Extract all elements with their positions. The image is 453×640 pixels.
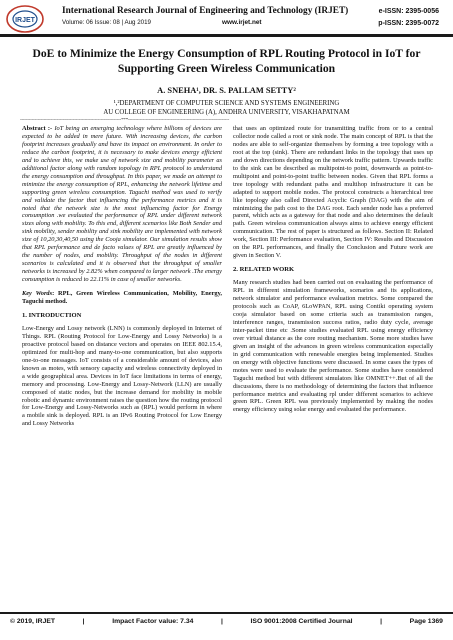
- keywords: [22, 290, 222, 306]
- e-issn: e-ISSN: 2395-0056: [378, 8, 439, 15]
- footer-iso: ISO 9001:2008 Certified Journal: [250, 618, 353, 625]
- keywords-value: : RPL, Green Wireless Communication, Mobility, Energy, Taguchi method.: [22, 290, 223, 306]
- footer-page-number: Page 1369: [409, 618, 443, 625]
- section-separator: ---------------------------------------------------------------------***---------------------------------------------------------------------: [20, 118, 230, 123]
- abstract: [22, 125, 222, 284]
- footer-sep-2: |: [221, 618, 223, 625]
- footer-impact-factor: Impact Factor value: 7.34: [112, 618, 194, 625]
- svg-text:IRJET: IRJET: [15, 17, 35, 24]
- author-department: ¹,²DEPARTMENT OF COMPUTER SCIENCE AND SYSTEMS ENGINEERING: [113, 100, 340, 107]
- abstract-text: IoT being an emerging technology where billions of devices are expected to be added in mere future. With increasing devices, the carbon footprint increases gradually and have its impact on environment. In order to reduce the carbon footprint, it is necessary to make devices energy efficient and to achieve this, we make use of network size and mobility parameter as additional factor along with random topology in RPL protocol to understand the energy consumption and throughput. In this paper, we made an attempt to minimize the energy consumption of RPL, enhancing the network lifetime and supporting green wireless consumption. Taguchi method was used to verify and validate the factor that influencing the performance metrics and it is noted that the network size is the most influencing factor for Energy consumption .we evaluated the performance of RPL under different network sizes along with mobility. To this end, different scenarios like Both Sender and sink mobility, sender mobility and sink mobility are implemented with network size of 10,20,30,40,50 using the Cooja simulator. Our simulation results show that RPL performance and de facto values of RPL are greatly influenced by the number of nodes, and mobility. Throughput of the nodes in different scenarios is calculated and it is observed that the throughput of smaller networks is increased by 2.82% when compared to larger network .The energy consumption is reduced to 22.11% in case of smaller networks.: [22, 125, 222, 284]
- header-divider: [0, 34, 453, 37]
- introduction-text: Low-Energy and Lossy network (LNN) is commonly deployed in Internet of Things. RPL (Routing Protocol for Low-Energy and Lossy Networks) is a proactive protocol based on distance vectors and operates on IEEE 802.15.4, optimized for multi-hop and many-to-one communication, but also supports one-to-one messages. IoT consists of a considerable amount of devices, also known as motes, with sensory capacity and wireless connectivity deployed in a wide geographical area. Devices in IoT face limitations in terms of energy, memory and processing. Low-Energy and Lossy-Network (LLN) are usually composed of static nodes, but the increase demand for mobility in mobile robotic and dynamic environment raises the question how the routing protocol for Low-Energy and Lossy-Networks such as (RPL) would perform in where a mobile sink is deployed. RPL is an IPv6 Routing Protocol for Low Energy and Lossy Networks: [22, 324, 222, 428]
- footer-sep-1: |: [82, 618, 85, 625]
- journal-header: [0, 0, 453, 38]
- footer-copyright: © 2019, IRJET: [10, 618, 56, 625]
- left-column: [22, 125, 222, 434]
- page-footer: [10, 618, 443, 625]
- right-column: [233, 125, 433, 420]
- journal-title: International Research Journal of Engineering and Technology (IRJET): [62, 6, 349, 16]
- section-heading-related-work: 2. RELATED WORK: [233, 266, 295, 274]
- irjet-logo: [6, 4, 44, 34]
- p-issn: p-ISSN: 2395-0072: [378, 20, 439, 27]
- abstract-label: Abstract :-: [22, 125, 53, 132]
- paper-title: DoE to Minimize the Energy Consumption of RPL Routing Protocol in IoT for Supporting Green Wireless Communication: [32, 47, 421, 75]
- footer-sep-3: |: [380, 618, 383, 625]
- keywords-label: Key Words: [22, 290, 53, 298]
- section-heading-introduction: 1. INTRODUCTION: [22, 311, 82, 319]
- journal-url[interactable]: www.irjet.net: [222, 19, 262, 26]
- paper-authors: A. SNEHA¹, DR. S. PALLAM SETTY²: [157, 86, 296, 95]
- author-university: AU COLLEGE OF ENGINEERING (A), ANDHRA UNIVERSITY, VISAKHAPATNAM: [103, 109, 350, 116]
- footer-divider: [0, 612, 453, 614]
- related-work-text: Many research studies had been carried out on evaluating the performance of RPL in different simulation frameworks, scenarios and its applications, network simulator and performance evaluation metrics. Some compared the protocols such as CoAP, 6LoWPAN, RPL using Contiki operating system cooja simulator based on some criteria such as transmission ranges, interference ranges, transmission success ratios, radio duty cycle, average inter-packet time etc .Some studies evaluated RPL using energy efficiency over virtual distance as the core routing mechanism. Some more studies have given an insight of the advances in green wireless communication especially in grid communication with renewable energies being implemented. Studies on energy with objective functions were discussed. In some cases the types of motes were used to evaluate the performance. Some studies have considered Taguchi method but with different simulators like OMNET++.But of all the discussions, there is no methodology of determining the factors that influence performance metrics and evaluating rpl under different scenarios to achieve green RPL. Green RPL was previously implemented by making the nodes energy efficiency using solar energy and evaluated the performance.: [233, 279, 433, 414]
- introduction-continued: that uses an optimized route for transmitting traffic from or to a central collector node called a root or sink node. The main concept of RPL is that the nodes are able to self-organize themselves by forming a tree topology with a root at the top (sink). There are redundant links in the topology that uses up and down directions depending on the network traffic pattern. Upwards traffic to the sink can be described as multipoint-to point, downwards as point-to-multipoint and point-to-point traffic between nodes. Given that RPL forms a tree topology with redundant paths and multihop infrastructure it can be adapted to support mobile nodes. The protocol constructs a hierarchical tree like topology also called Directed Acyclic Graph (DAG) with the aim of minimizing the path cost to the DAG root. Each sender node has a preferred parent, which acts as a gateway for that node and also determines the default path. Green wireless communication always aims to achieve energy efficient communication. The rest of paper is structured as follows. Section II: Related work, Section III: Performance evaluation, Section IV: Results and Discussion on the RPL performances, and finally the Conclusion and Future work are given in Section V.: [233, 125, 433, 260]
- volume-issue: Volume: 06 Issue: 08 | Aug 2019: [62, 19, 151, 26]
